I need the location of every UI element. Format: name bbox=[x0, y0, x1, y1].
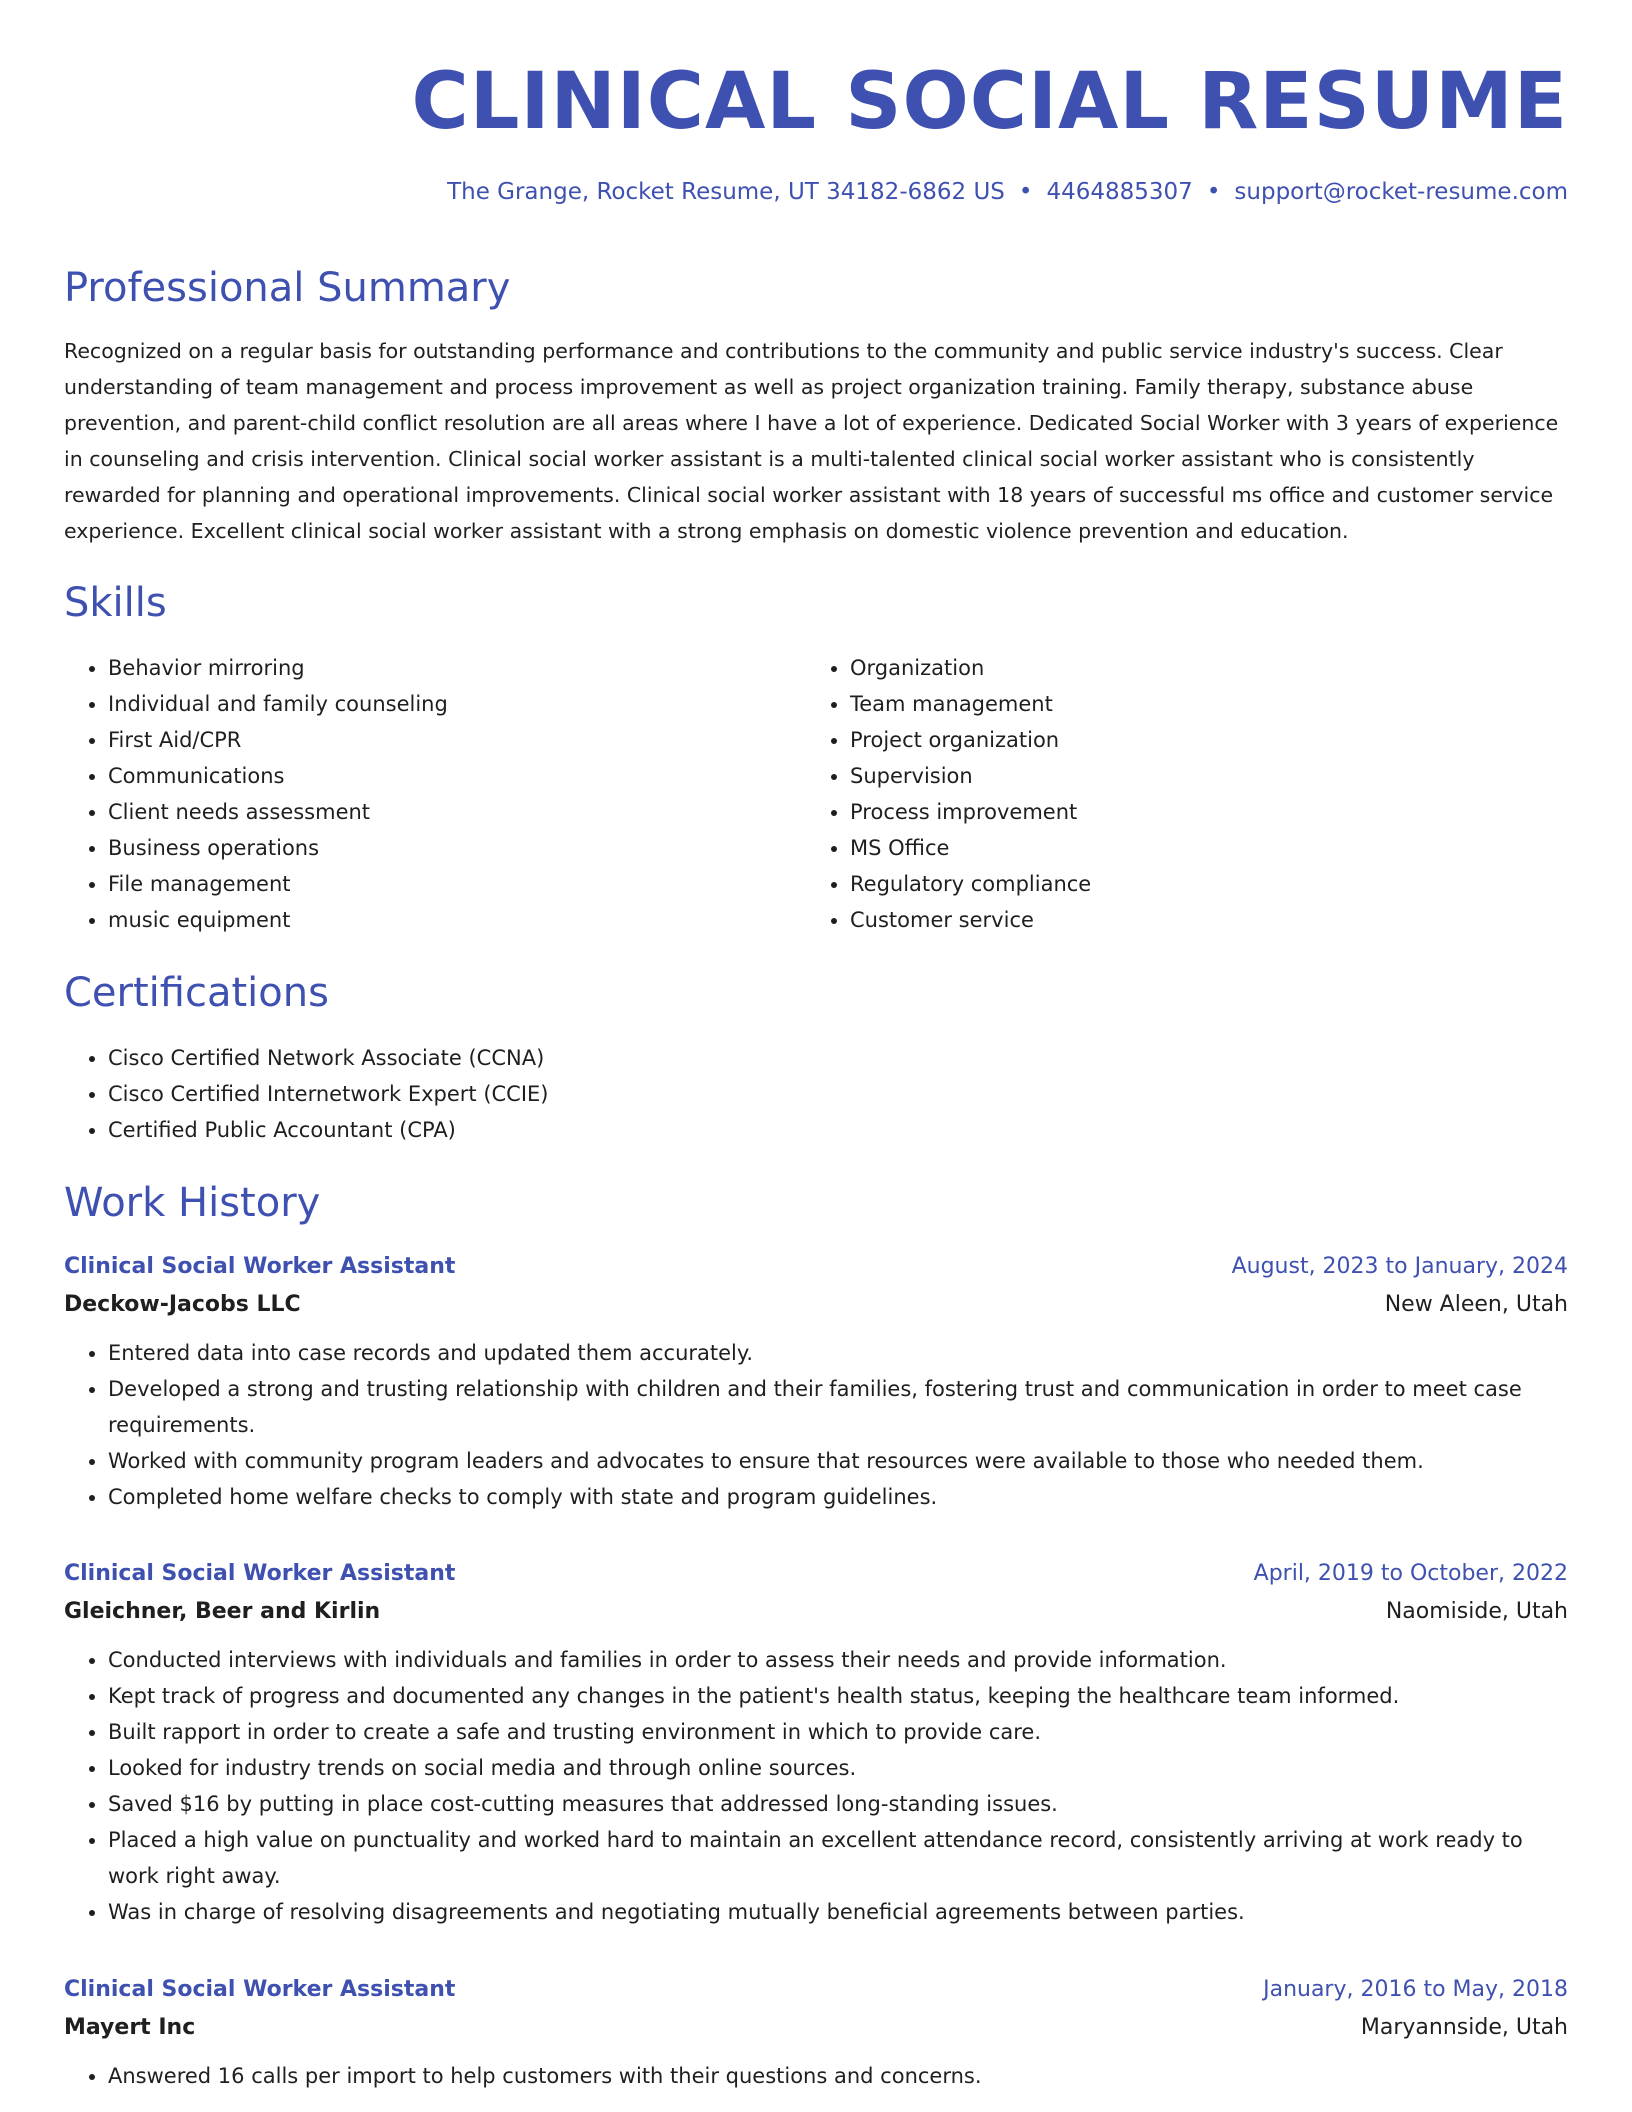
skill-item: • Supervision bbox=[850, 758, 1091, 794]
contact-email: support@rocket-resume.com bbox=[1234, 179, 1568, 205]
skill-item: • Regulatory compliance bbox=[850, 866, 1091, 902]
contact-separator: • bbox=[1018, 179, 1033, 205]
job-company: Mayert Inc bbox=[64, 2015, 196, 2040]
job-bullet: • Saved $16 by putting in place cost-cutting measures that addressed long-standing issues. bbox=[108, 1786, 1568, 1822]
job-location: Maryannside, Utah bbox=[1360, 2015, 1568, 2040]
job-bullet: • Developed a strong and trusting relationship with children and their families, fostering trust and communication in order to meet case requirements. bbox=[108, 1371, 1568, 1443]
job-location: Naomiside, Utah bbox=[1385, 1599, 1568, 1624]
skill-item: • Business operations bbox=[108, 830, 448, 866]
certifications-heading: Certifications bbox=[64, 970, 329, 1016]
skill-item: • Behavior mirroring bbox=[108, 650, 448, 686]
job-bullet: • Placed a high value on punctuality and worked hard to maintain an excellent attendance record, consistently arriving at work ready to work right away. bbox=[108, 1822, 1568, 1894]
contact-address: The Grange, Rocket Resume, UT 34182-6862 US bbox=[447, 179, 1005, 205]
job-title: Clinical Social Worker Assistant bbox=[64, 1977, 456, 2002]
skill-item: • Communications bbox=[108, 758, 448, 794]
contact-separator: • bbox=[1206, 179, 1221, 205]
job-bullets bbox=[64, 1642, 1568, 1930]
skill-item: • Team management bbox=[850, 686, 1091, 722]
job-bullet: • Answered 16 calls per import to help customers with their questions and concerns. bbox=[108, 2058, 1568, 2094]
certification-item: • Certified Public Accountant (CPA) bbox=[108, 1112, 549, 1148]
job-bullet: • Built rapport in order to create a safe and trusting environment in which to provide care. bbox=[108, 1714, 1568, 1750]
job-entry bbox=[64, 1556, 1568, 1930]
skill-item: • File management bbox=[108, 866, 448, 902]
skill-item: • Organization bbox=[850, 650, 1091, 686]
job-title: Clinical Social Worker Assistant bbox=[64, 1254, 456, 1279]
job-entry bbox=[64, 1249, 1568, 1515]
certification-item: • Cisco Certified Network Associate (CCNA) bbox=[108, 1040, 549, 1076]
skill-item: • Customer service bbox=[850, 902, 1091, 938]
job-bullet: • Was in charge of resolving disagreements and negotiating mutually beneficial agreements between parties. bbox=[108, 1894, 1568, 1930]
job-dates: April, 2019 to October, 2022 bbox=[1253, 1561, 1568, 1586]
job-bullets bbox=[64, 2058, 1568, 2094]
skills-list-left bbox=[64, 650, 448, 938]
job-company: Deckow-Jacobs LLC bbox=[64, 1292, 301, 1317]
skill-item: • MS Office bbox=[850, 830, 1091, 866]
job-location: New Aleen, Utah bbox=[1384, 1292, 1568, 1317]
skills-heading: Skills bbox=[64, 580, 167, 626]
certification-item: • Cisco Certified Internetwork Expert (CCIE) bbox=[108, 1076, 549, 1112]
contact-line bbox=[447, 176, 1568, 208]
skill-item: • Client needs assessment bbox=[108, 794, 448, 830]
work-history-heading: Work History bbox=[64, 1180, 321, 1226]
certifications-list bbox=[64, 1040, 549, 1148]
job-bullet: • Worked with community program leaders and advocates to ensure that resources were available to those who needed them. bbox=[108, 1443, 1568, 1479]
job-entry bbox=[64, 1972, 1568, 2094]
job-title: Clinical Social Worker Assistant bbox=[64, 1561, 456, 1586]
skill-item: • music equipment bbox=[108, 902, 448, 938]
resume-title: CLINICAL SOCIAL RESUME bbox=[411, 57, 1568, 147]
contact-phone: 4464885307 bbox=[1046, 179, 1193, 205]
job-bullet: • Completed home welfare checks to comply with state and program guidelines. bbox=[108, 1479, 1568, 1515]
job-dates: August, 2023 to January, 2024 bbox=[1231, 1254, 1568, 1279]
summary-text: Recognized on a regular basis for outstanding performance and contributions to the community and public service industry's success. Clear understanding of team management and process improvement as well as project organization training. Family therapy, substance abuse prevention, and parent-child conflict resolution are all areas where I have a lot of experience. Dedicated Social Worker with 3 years of experience in counseling and crisis intervention. Clinical social worker assistant is a multi-talented clinical social worker assistant who is consistently rewarded for planning and operational improvements. Clinical social worker assistant with 18 years of successful ms office and customer service experience. Excellent clinical social worker assistant with a strong emphasis on domestic violence prevention and education. bbox=[64, 339, 1559, 543]
skill-item: • Individual and family counseling bbox=[108, 686, 448, 722]
job-dates: January, 2016 to May, 2018 bbox=[1263, 1977, 1568, 2002]
job-bullet: • Entered data into case records and updated them accurately. bbox=[108, 1335, 1568, 1371]
skill-item: • First Aid/CPR bbox=[108, 722, 448, 758]
job-bullet: • Looked for industry trends on social media and through online sources. bbox=[108, 1750, 1568, 1786]
skills-list-right bbox=[806, 650, 1091, 938]
skill-item: • Project organization bbox=[850, 722, 1091, 758]
summary-heading: Professional Summary bbox=[64, 265, 511, 311]
job-bullet: • Conducted interviews with individuals and families in order to assess their needs and provide information. bbox=[108, 1642, 1568, 1678]
job-company: Gleichner, Beer and Kirlin bbox=[64, 1599, 381, 1624]
job-bullets bbox=[64, 1335, 1568, 1515]
skill-item: • Process improvement bbox=[850, 794, 1091, 830]
job-bullet: • Kept track of progress and documented any changes in the patient's health status, keeping the healthcare team informed. bbox=[108, 1678, 1568, 1714]
